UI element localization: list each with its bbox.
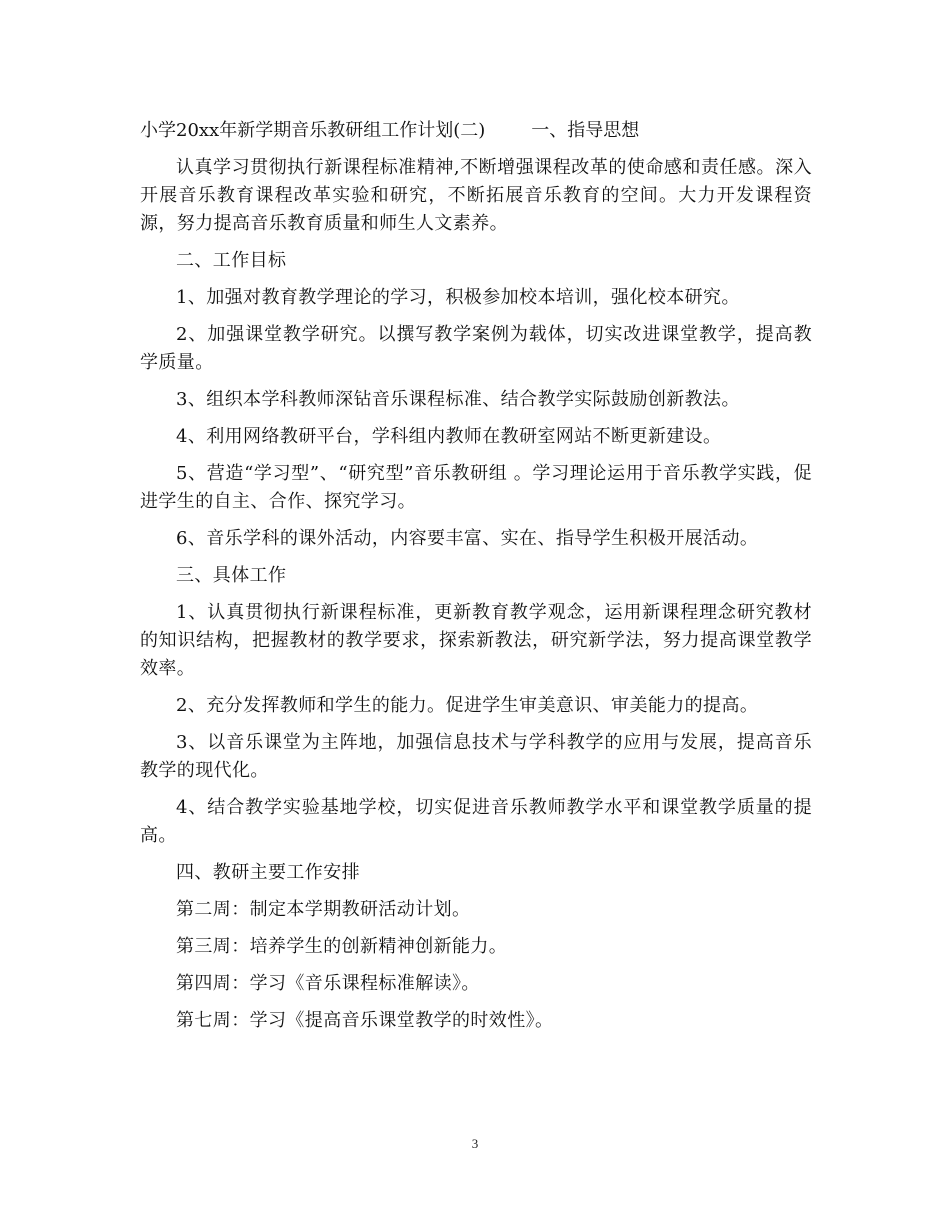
schedule-week-3: 第三周：培养学生的创新精神创新能力。 xyxy=(176,936,508,957)
goal-item-5: 5、营造“学习型”、“研究型”音乐教研组 。学习理论运用于音乐教学实践，促进学生的自主、合作、探究学习。 xyxy=(140,463,812,512)
paragraph-guiding-ideology: 认真学习贯彻执行新课程标准精神,不断增强课程改革的使命感和责任感。深入开展音乐教育课程改革实验和研究，不断拓展音乐教育的空间。大力开发课程资源，努力提高音乐教育质量和师生人文素养。 xyxy=(140,157,812,234)
document-body xyxy=(140,117,812,1044)
goal-item-4: 4、利用网络教研平台，学科组内教师在教研室网站不断更新建设。 xyxy=(176,426,722,447)
goal-item-3: 3、组织本学科教师深钻音乐课程标准、结合教学实际鼓励创新教法。 xyxy=(176,389,740,410)
work-item-3: 3、以音乐课堂为主阵地，加强信息技术与学科教学的应用与发展，提高音乐教学的现代化。 xyxy=(140,732,812,781)
document-title: 小学20xx年新学期音乐教研组工作计划(二) xyxy=(140,120,486,141)
page-number: 3 xyxy=(471,1136,479,1151)
section-heading-guiding-ideology: 一、指导思想 xyxy=(531,120,640,141)
schedule-week-4: 第四周：学习《音乐课程标准解读》。 xyxy=(176,973,480,994)
section-heading-work-goals: 二、工作目标 xyxy=(176,250,287,271)
section-heading-schedule: 四、教研主要工作安排 xyxy=(176,862,360,883)
goal-item-2: 2、加强课堂教学研究。以撰写教学案例为载体，切实改进课堂教学，提高教学质量。 xyxy=(140,324,812,373)
section-heading-specific-work: 三、具体工作 xyxy=(176,565,287,586)
goal-item-1: 1、加强对教育教学理论的学习，积极参加校本培训，强化校本研究。 xyxy=(176,287,740,308)
work-item-4: 4、结合教学实验基地学校，切实促进音乐教师教学水平和课堂教学质量的提高。 xyxy=(140,797,812,846)
schedule-week-2: 第二周：制定本学期教研活动计划。 xyxy=(176,899,471,920)
work-item-1: 1、认真贯彻执行新课程标准，更新教育教学观念，运用新课程理念研究教材的知识结构，把握教材的教学要求，探索新教法，研究新学法，努力提高课堂教学效率。 xyxy=(140,602,812,679)
goal-item-6: 6、音乐学科的课外活动，内容要丰富、实在、指导学生积极开展活动。 xyxy=(176,528,759,549)
schedule-week-7: 第七周：学习《提高音乐课堂教学的时效性》。 xyxy=(176,1010,554,1031)
work-item-2: 2、充分发挥教师和学生的能力。促进学生审美意识、审美能力的提高。 xyxy=(176,695,759,716)
title-line xyxy=(140,117,812,145)
